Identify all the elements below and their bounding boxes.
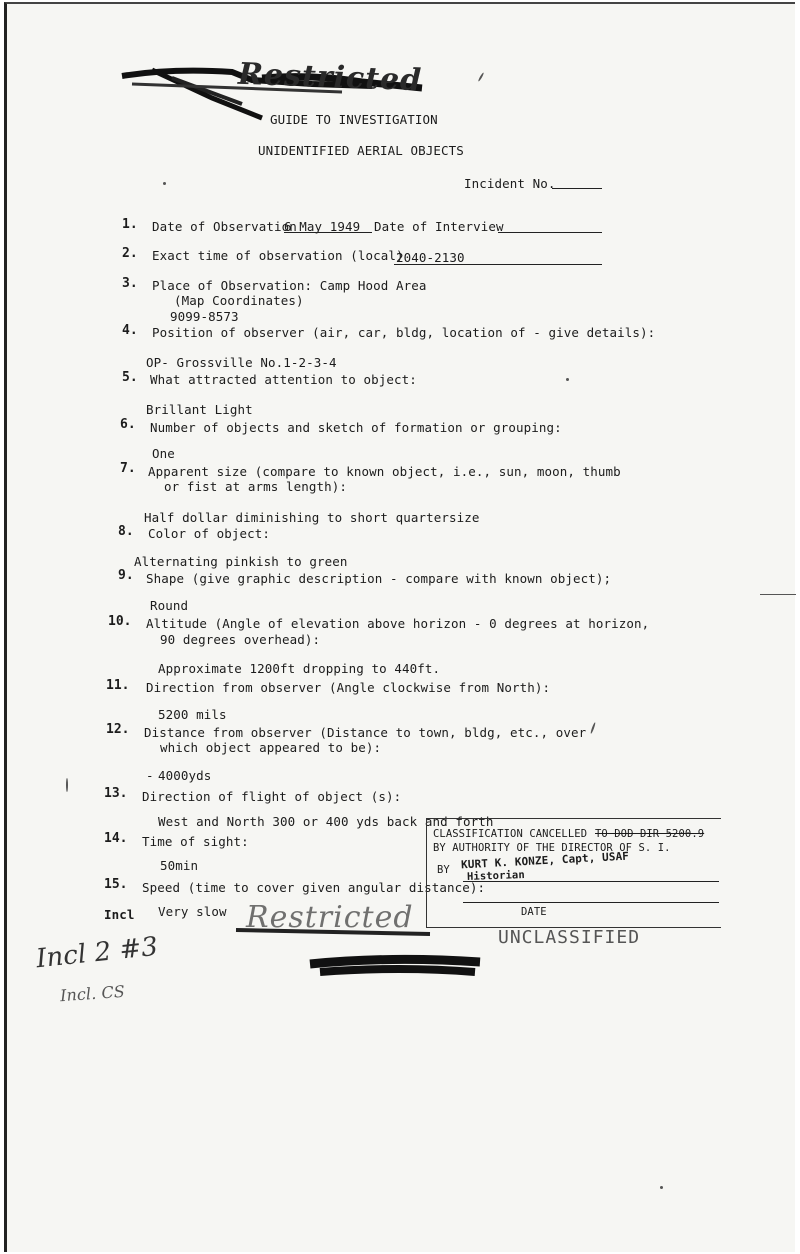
stamp-line [463, 881, 719, 882]
item-answer: 5200 mils [158, 707, 227, 722]
item-question: What attracted attention to object: [150, 372, 417, 387]
item-number: 12. [106, 722, 130, 737]
stamp-signer-title: Historian [466, 868, 525, 884]
item-number: 7. [120, 461, 136, 476]
item-question: Number of objects and sketch of formation or grouping: [150, 420, 562, 435]
item-number: 10. [108, 614, 132, 629]
item-question: Color of object: [148, 526, 271, 541]
item-question: Position of observer (air, car, bldg, location of - give details): [152, 325, 656, 340]
item-answer: 4000yds [158, 768, 212, 783]
item-question: Speed (time to cover given angular distance): [142, 880, 486, 895]
stamp-date-label: DATE [521, 906, 547, 918]
item-answer: Brillant Light [146, 402, 253, 417]
item-question: Distance from observer (Distance to town, bldg, etc., over [144, 725, 587, 740]
item-number: 13. [104, 786, 128, 801]
scan-speck [163, 182, 166, 185]
title-line-2: UNIDENTIFIED AERIAL OBJECTS [258, 143, 464, 158]
item-number: 8. [118, 524, 134, 539]
scan-speck [760, 594, 796, 595]
answer-line [394, 264, 602, 265]
stamp-line-2: BY AUTHORITY OF THE DIRECTOR OF S. I. [433, 842, 671, 854]
item-answer: 6 May 1949 [284, 219, 361, 234]
item-answer: OP- Grossville No.1-2-3-4 [146, 355, 337, 370]
stamp-line [463, 902, 719, 903]
item-number: 2. [122, 246, 138, 261]
handwritten-note-2: Incl. CS [59, 981, 126, 1006]
stamp-signer: KURT K. KONZE, Capt, USAF [460, 849, 630, 872]
item-question: Direction from observer (Angle clockwise from North): [146, 680, 551, 695]
answer-line [498, 232, 602, 233]
item-number: 3. [122, 276, 138, 291]
item-answer: Very slow [158, 904, 227, 919]
item-number: 1. [122, 217, 138, 232]
item-answer: 50min [160, 858, 199, 873]
restricted-text-top: Restricted [237, 56, 423, 99]
answer-line [284, 232, 372, 233]
item-number: 9. [118, 568, 134, 583]
item-answer: 2040-2130 [396, 250, 465, 265]
item-question-cont: or fist at arms length): [164, 479, 348, 494]
item-question-cont: 90 degrees overhead): [160, 632, 321, 647]
item-number: 5. [122, 370, 138, 385]
unclassified-stamp: UNCLASSIFIED [498, 927, 641, 948]
item-answer: Half dollar diminishing to short quartersize [144, 510, 480, 525]
stamp-line-1: CLASSIFICATION CANCELLED [433, 828, 588, 840]
item-number: 11. [106, 678, 130, 693]
stamp-by-label: BY [437, 864, 450, 876]
answer-dash: - [146, 768, 154, 783]
item-question-2: Date of Interview [374, 219, 504, 234]
item-number: 4. [122, 323, 138, 338]
stamp-line-1b: TO DOD DIR 5200.9 [595, 828, 705, 840]
item-number: 15. [104, 877, 128, 892]
item-question: Time of sight: [142, 834, 249, 849]
title-line-1: GUIDE TO INVESTIGATION [270, 112, 438, 127]
item-question: Exact time of observation (local) [152, 248, 404, 263]
item-answer: West and North 300 or 400 yds back and forth [158, 814, 494, 829]
item-question-cont: which object appeared to be): [160, 740, 382, 755]
item-answer: Alternating pinkish to green [134, 554, 348, 569]
incl-label: Incl [104, 907, 135, 922]
item-question-cont: (Map Coordinates) [174, 293, 304, 308]
incident-blank [552, 188, 602, 189]
item-question: Place of Observation: Camp Hood Area [152, 278, 427, 293]
declassification-stamp [426, 818, 721, 928]
item-question: Altitude (Angle of elevation above horizon - 0 degrees at horizon, [146, 616, 650, 631]
handwritten-note-1: Incl 2 #3 [34, 931, 160, 975]
scan-speck [660, 1186, 663, 1189]
item-number: 14. [104, 831, 128, 846]
item-number: 6. [120, 417, 136, 432]
scan-speck [566, 378, 569, 381]
item-answer: Approximate 1200ft dropping to 440ft. [158, 661, 441, 676]
item-answer: 9099-8573 [170, 309, 239, 324]
item-question: Direction of flight of object (s): [142, 789, 402, 804]
restricted-text-bottom: Restricted [246, 900, 414, 935]
scribble-bottom [230, 920, 490, 990]
item-question: Shape (give graphic description - compare with known object); [146, 571, 612, 586]
item-answer: One [152, 446, 175, 461]
item-question: Date of Observation [152, 219, 297, 234]
incident-label: Incident No. [464, 176, 556, 191]
item-answer: Round [150, 598, 189, 613]
scan-speck [66, 778, 68, 792]
item-question: Apparent size (compare to known object, i.e., sun, moon, thumb [148, 464, 621, 479]
